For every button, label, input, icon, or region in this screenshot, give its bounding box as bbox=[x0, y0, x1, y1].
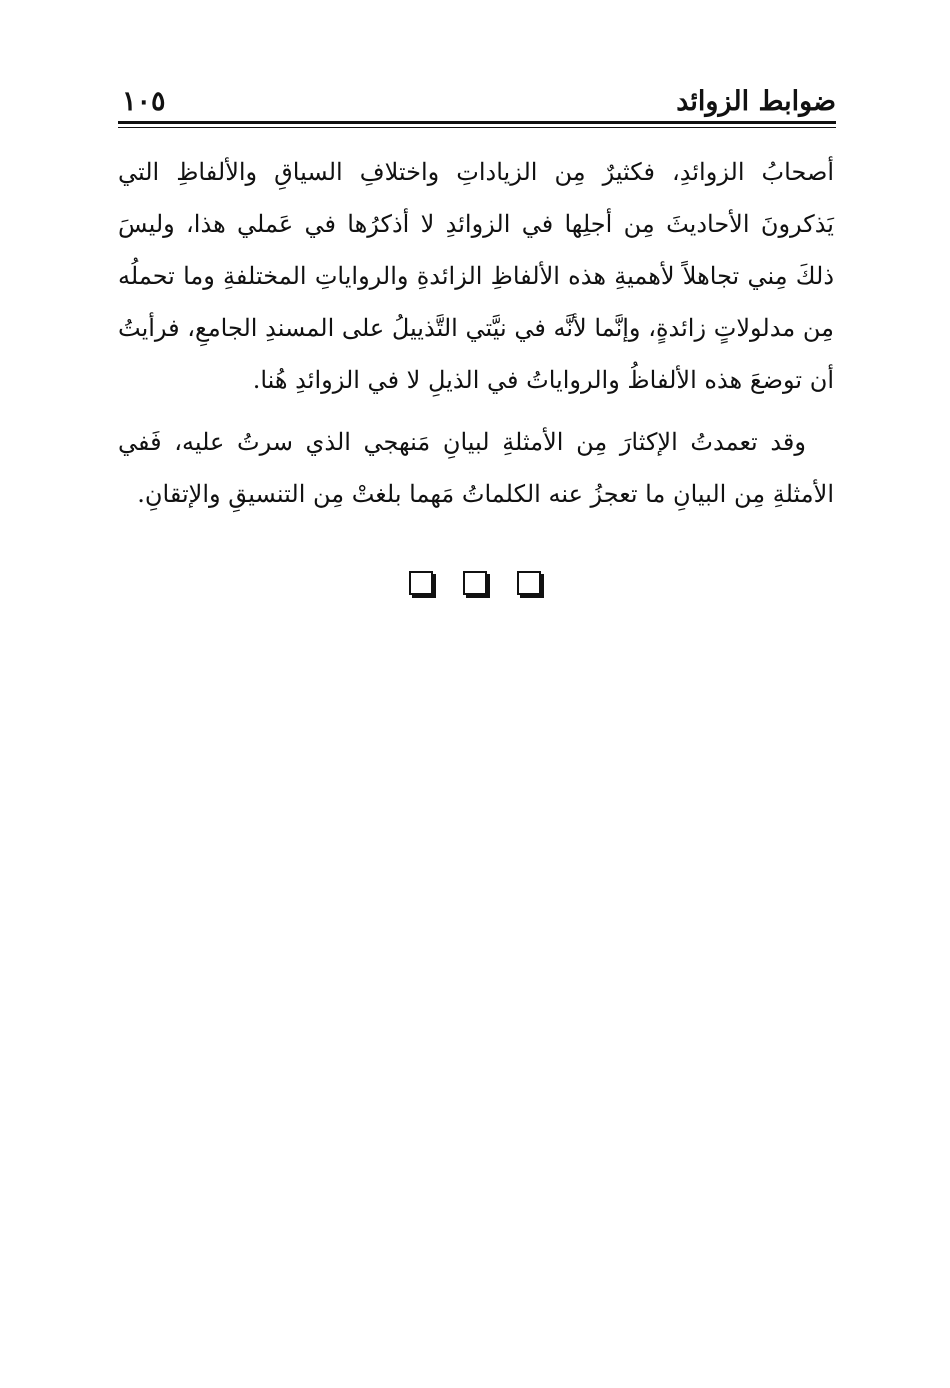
page-number: ١٠٥ bbox=[122, 86, 166, 117]
main-text bbox=[118, 146, 834, 520]
three-box-separator-icon bbox=[0, 571, 950, 599]
box-icon bbox=[409, 571, 433, 595]
paragraph-2: وقد تعمدتُ الإكثارَ مِن الأمثلةِ لبيانِ مَنهجي الذي سرتُ عليه، فَفي الأمثلةِ مِن البيانِ ما تعجزُ عنه الكلماتُ مَهما بلغتْ مِن التنسيقِ والإتقانِ. bbox=[118, 428, 834, 508]
running-head-title: ضوابط الزوائد bbox=[676, 86, 836, 117]
header-double-rule bbox=[118, 121, 836, 128]
paragraph-1: أصحابُ الزوائدِ، فكثيرٌ مِن الزياداتِ واختلافِ السياقِ والألفاظِ التي يَذكرونَ الأحاديثَ مِن أجلِها في الزوائدِ لا أذكرُها في عَملي هذا، وليسَ ذلكَ مِني تجاهلاً لأهميةِ هذه الألفاظِ الزائدةِ والرواياتِ المختلفةِ وما تحملُه مِن مدلولاتٍ زائدةٍ، وإنَّما لأنَّه في نيَّتي التَّذييلُ على المسندِ الجامعِ، فرأيتُ أن توضعَ هذه الألفاظُ والرواياتُ في الذيلِ لا في الزوائدِ هُنا. bbox=[118, 158, 834, 394]
box-icon bbox=[517, 571, 541, 595]
running-header bbox=[118, 84, 836, 120]
box-icon bbox=[463, 571, 487, 595]
